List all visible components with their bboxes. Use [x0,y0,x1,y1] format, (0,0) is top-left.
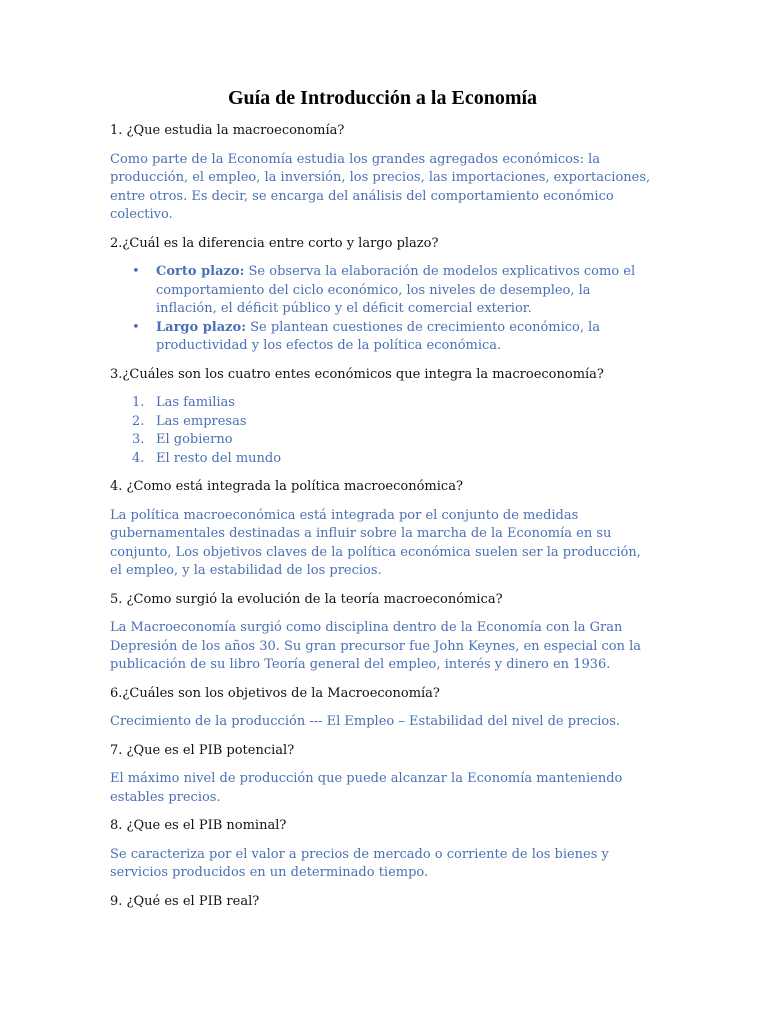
list-number: 2. [132,413,145,429]
question-6: 6.¿Cuáles son los objetivos de la Macroeconomía? [110,685,440,701]
bullet-icon: • [132,264,140,279]
list-item-text: El gobierno [156,432,233,447]
text-largo-plazo: Se plantean cuestiones de crecimiento económico, la productividad y los efectos de la política económica. [156,319,601,353]
entes-list [110,394,655,468]
question-8: 8. ¿Que es el PIB nominal? [110,818,287,833]
question-4: 4. ¿Como está integrada la política macroeconómica? [110,479,463,494]
question-7: 7. ¿Que es el PIB potencial? [110,742,295,758]
list-item [110,394,655,413]
term-largo-plazo: Largo plazo: [156,319,247,335]
bullet-icon: • [132,319,140,335]
answer-5: La Macroeconomía surgió como disciplina dentro de la Economía con la Gran Depresión de los años 30. Su gran precursor fue John Keynes, en especial con la publicación de su libro Teoría general del empleo, interés y dinero en 1936. [110,620,642,672]
list-number: 4. [132,450,145,466]
answer-4: La política macroeconómica está integrada por el conjunto de medidas gubernamentales destinadas a influir sobre la marcha de la Economía en su conjunto, Los objetivos claves de la política económica suelen ser la producción, el empleo, y la estabilidad de los precios. [110,507,641,578]
question-9: 9. ¿Qué es el PIB real? [110,893,260,909]
question-1: 1. ¿Que estudia la macroeconomía? [110,123,345,138]
answer-6: Crecimiento de la producción --- El Empleo – Estabilidad del nivel de precios. [110,714,621,729]
list-number: 3. [132,432,145,447]
list-item [110,431,655,450]
list-number: 1. [132,395,145,410]
list-item-text: Las empresas [156,413,247,429]
document-page [110,84,655,921]
answer-7: El máximo nivel de producción que puede alcanzar la Economía manteniendo estables precios. [110,771,623,805]
text-corto-plazo: Se observa la elaboración de modelos explicativos como el comportamiento del ciclo económico, los niveles de desempleo, la inflación, el déficit público y el déficit comercial exterior. [156,264,636,316]
list-item-text: Las familias [156,395,235,410]
term-corto-plazo: Corto plazo: [156,264,245,279]
list-item [110,413,655,432]
list-item [110,450,655,469]
list-item-largo-plazo [110,319,655,356]
list-item-text: El resto del mundo [156,450,282,466]
answer-1: Como parte de la Economía estudia los grandes agregados económicos: la producción, el empleo, la inversión, los precios, las importaciones, exportaciones, entre otros. Es decir, se encarga del análisis del comportamiento económico colectivo. [110,151,651,222]
question-2: 2.¿Cuál es la diferencia entre corto y largo plazo? [110,235,439,251]
answer-8: Se caracteriza por el valor a precios de mercado o corriente de los bienes y servicios producidos en un determinado tiempo. [110,846,609,880]
question-3: 3.¿Cuáles son los cuatro entes económicos que integra la macroeconomía? [110,366,604,382]
document-title: Guía de Introducción a la Economía [227,87,538,109]
list-item-corto-plazo [110,263,655,319]
question-5: 5. ¿Como surgió la evolución de la teoría macroeconómica? [110,591,503,607]
plazo-list [110,263,655,356]
